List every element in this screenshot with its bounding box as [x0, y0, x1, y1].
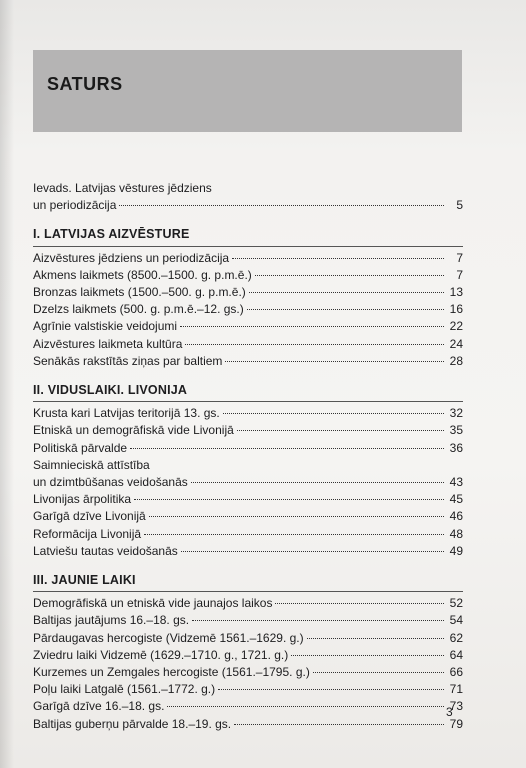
dot-leader [249, 292, 444, 293]
dot-leader [185, 344, 444, 345]
toc-entry-page: 46 [449, 509, 463, 524]
toc-entry-title: Politiskā pārvalde [33, 440, 128, 455]
toc-entry[interactable] [33, 612, 463, 629]
toc-entry-page: 52 [449, 596, 463, 611]
toc-entry-title: Kurzemes un Zemgales hercogiste (1561.–1795. g.) [33, 665, 310, 680]
toc-entry[interactable] [33, 422, 463, 439]
dot-leader [225, 361, 444, 362]
toc-entry[interactable] [33, 318, 463, 335]
toc-entry-title: Senākās rakstītās ziņas par baltiem [33, 353, 223, 368]
toc-entry-title: Krusta kari Latvijas teritorijā 13. gs. [33, 406, 220, 421]
toc-entry[interactable] [33, 405, 463, 422]
toc-entry-title: Etniskā un demogrāfiskā vide Livonijā [33, 423, 234, 438]
section-heading-2: II. VIDUSLAIKI. LIVONIJA [33, 383, 188, 398]
toc-entry-page: 43 [449, 475, 463, 490]
toc-entry-title-line1: Saimnieciskā attīstība [33, 457, 150, 472]
toc-entry[interactable] [33, 336, 463, 353]
toc-entry[interactable] [33, 353, 463, 370]
toc-entry-page: 45 [449, 492, 463, 507]
toc-entry[interactable] [33, 491, 463, 508]
toc-entry-page: 54 [449, 613, 463, 628]
toc-entry[interactable] [33, 647, 463, 664]
toc-entry[interactable] [33, 630, 463, 647]
toc-entry-title: Aizvēstures laikmeta kultūra [33, 336, 183, 351]
toc-entry-page: 7 [456, 250, 463, 265]
toc-entry[interactable] [33, 664, 463, 681]
toc-entry-title: Latviešu tautas veidošanās [33, 543, 178, 558]
toc-entry-title: Akmens laikmets (8500.–1500. g. p.m.ē.) [33, 267, 252, 282]
dot-leader [275, 603, 444, 604]
section-divider [33, 246, 463, 247]
toc-entry-title: Bronzas laikmets (1500.–500. g. p.m.ē.) [33, 285, 246, 300]
dot-leader [223, 413, 444, 414]
toc-entry-title: Baltijas guberņu pārvalde 18.–19. gs. [33, 716, 232, 731]
dot-leader [237, 430, 444, 431]
dot-leader [307, 638, 444, 639]
dot-leader [149, 516, 444, 517]
toc-entry-page: 71 [449, 682, 463, 697]
toc-entry-title: Zviedru laiki Vidzemē (1629.–1710. g., 1721. g.) [33, 647, 289, 662]
toc-entry[interactable] [33, 267, 463, 284]
toc-entry-page: 79 [449, 716, 463, 731]
dot-leader [247, 309, 444, 310]
toc-entry[interactable] [33, 698, 463, 715]
toc-entry-title: Garīgā dzīve Livonijā [33, 509, 146, 524]
toc-entry[interactable] [33, 301, 463, 318]
toc-entry-title: Baltijas jautājums 16.–18. gs. [33, 613, 190, 628]
page-title: SATURS [47, 74, 123, 94]
section-heading-3: III. JAUNIE LAIKI [33, 573, 136, 588]
toc-entry[interactable] [33, 284, 463, 301]
dot-leader [313, 672, 444, 673]
dot-leader [191, 482, 444, 483]
toc-entry-title: Garīgā dzīve 16.–18. gs. [33, 699, 165, 714]
toc-entry-page: 66 [449, 665, 463, 680]
toc-entry-intro[interactable] [33, 197, 463, 214]
toc-entry-page: 22 [449, 319, 463, 334]
toc-entry[interactable] [33, 440, 463, 457]
page-number: 3 [446, 705, 453, 719]
page-edge-shadow [0, 0, 14, 768]
dot-leader [291, 655, 444, 656]
toc-entry-page: 64 [449, 647, 463, 662]
toc-entry-page: 32 [449, 406, 463, 421]
dot-leader [134, 499, 444, 500]
toc-entry[interactable] [33, 250, 463, 267]
toc-entry[interactable] [33, 474, 463, 491]
toc-entry-page: 48 [449, 526, 463, 541]
toc-entry[interactable] [33, 716, 463, 733]
toc-entry-page: 35 [449, 423, 463, 438]
section-divider [33, 591, 463, 592]
toc-entry[interactable] [33, 526, 463, 543]
toc-entry-title: Livonijas ārpolitika [33, 492, 132, 507]
toc-entry-page: 5 [456, 198, 463, 213]
dot-leader [218, 689, 444, 690]
dot-leader [255, 275, 444, 276]
table-of-contents [33, 180, 463, 733]
toc-entry-page: 7 [456, 267, 463, 282]
dot-leader [167, 706, 444, 707]
toc-entry-page: 28 [449, 353, 463, 368]
toc-entry-title: Demogrāfiskā un etniskā vide jaunajos laikos [33, 596, 273, 611]
toc-entry-page: 13 [449, 285, 463, 300]
dot-leader [192, 620, 444, 621]
dot-leader [180, 326, 444, 327]
dot-leader [130, 448, 444, 449]
toc-entry-title: Poļu laiki Latgalē (1561.–1772. g.) [33, 682, 216, 697]
dot-leader [119, 205, 444, 206]
section-divider [33, 401, 463, 402]
toc-intro-line1: Ievads. Latvijas vēstures jēdziens [33, 181, 212, 195]
toc-entry[interactable] [33, 543, 463, 560]
toc-entry-title: Aizvēstures jēdziens un periodizācija [33, 250, 230, 265]
toc-entry-page: 73 [449, 699, 463, 714]
toc-entry[interactable] [33, 681, 463, 698]
toc-entry-title: un dzimtbūšanas veidošanās [33, 475, 188, 490]
toc-entry-page: 49 [449, 543, 463, 558]
dot-leader [181, 551, 444, 552]
title-banner [33, 50, 462, 132]
toc-entry-title: Pārdaugavas hercogiste (Vidzemē 1561.–1629. g.) [33, 630, 304, 645]
toc-entry-page: 24 [449, 336, 463, 351]
section-heading-1: I. LATVIJAS AIZVĒSTURE [33, 227, 190, 242]
toc-entry[interactable] [33, 595, 463, 612]
toc-entry-title: Reformācija Livonijā [33, 526, 142, 541]
toc-entry-title: Dzelzs laikmets (500. g. p.m.ē.–12. gs.) [33, 302, 244, 317]
toc-entry-title: Agrīnie valstiskie veidojumi [33, 319, 178, 334]
toc-entry[interactable] [33, 508, 463, 525]
dot-leader [234, 724, 444, 725]
toc-entry-page: 36 [449, 440, 463, 455]
dot-leader [232, 258, 444, 259]
toc-entry-page: 62 [449, 630, 463, 645]
toc-entry-page: 16 [449, 302, 463, 317]
toc-entry-title: un periodizācija [33, 198, 117, 213]
dot-leader [144, 534, 444, 535]
